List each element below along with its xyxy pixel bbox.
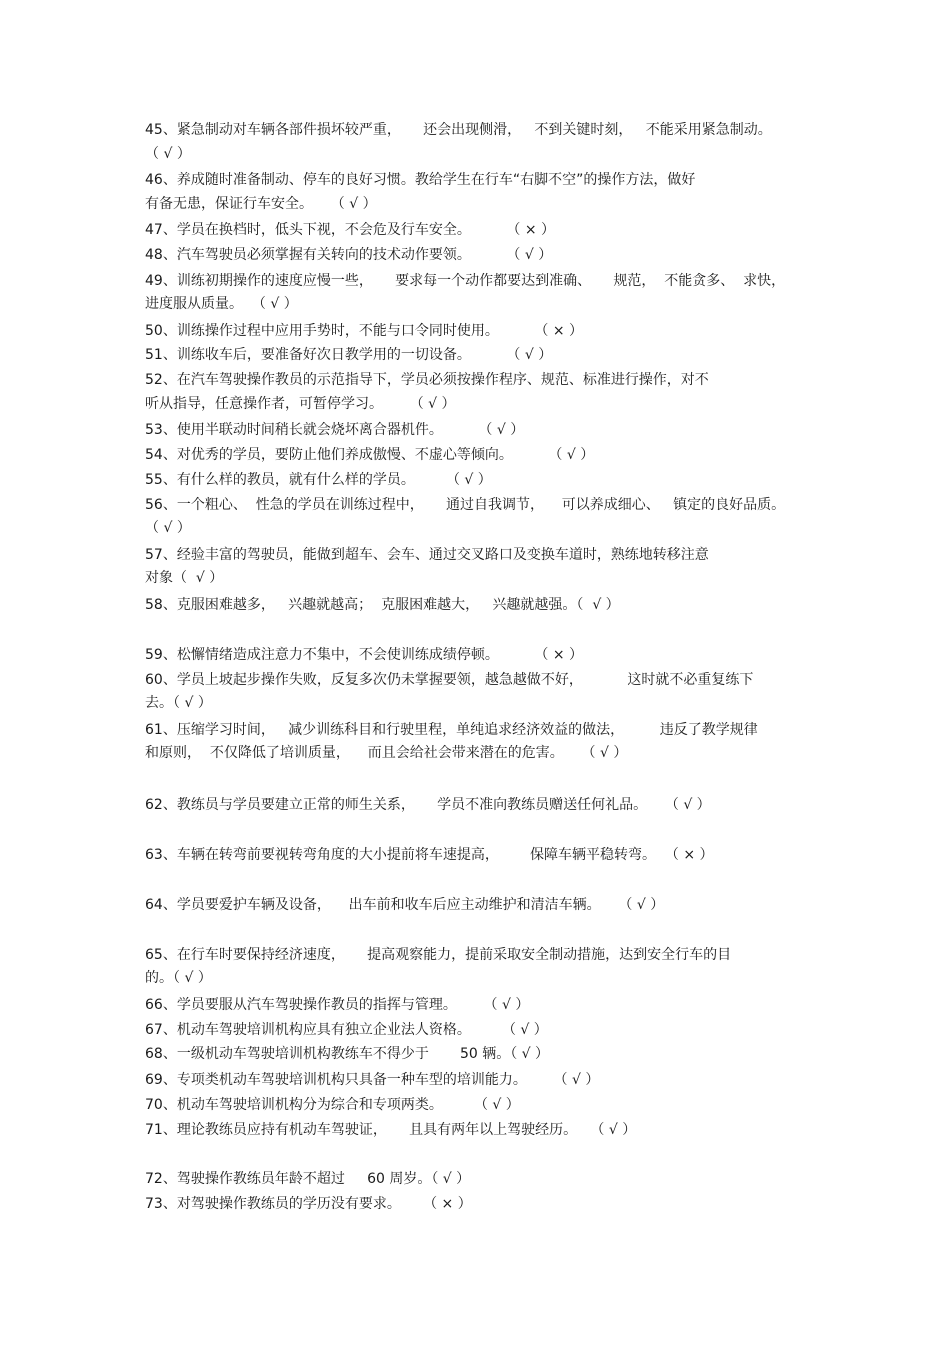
- question-61-line-1: 61、压缩学习时间， 减少训练科目和行驶里程，单纯追求经济效益的做法， 违反了教学规律: [145, 722, 758, 738]
- question-63: 63、车辆在转弯前要视转弯角度的大小提前将车速提高， 保障车辆平稳转弯。 （ × ）: [145, 847, 714, 863]
- question-70: 70、机动车驾驶培训机构分为综合和专项两类。 （ √ ）: [145, 1097, 520, 1113]
- question-73: 73、对驾驶操作教练员的学历没有要求。 （ × ）: [145, 1196, 472, 1212]
- question-71: 71、理论教练员应持有机动车驾驶证， 且具有两年以上驾驶经历。 （ √ ）: [145, 1122, 637, 1138]
- question-48: 48、汽车驾驶员必须掌握有关转向的技术动作要领。 （ √ ）: [145, 247, 553, 263]
- question-72: 72、驾驶操作教练员年龄不超过 60 周岁。（ √ ）: [145, 1171, 471, 1187]
- question-52-line-1: 52、在汽车驾驶操作教员的示范指导下，学员必须按操作程序、规范、标准进行操作，对不: [145, 372, 709, 388]
- question-59: 59、松懈情绪造成注意力不集中，不会使训练成绩停顿。 （ × ）: [145, 647, 584, 663]
- question-49-line-1: 49、训练初期操作的速度应慢一些， 要求每一个动作都要达到准确、 规范， 不能贪多、 求快，: [145, 273, 786, 289]
- question-52-line-2: 听从指导，任意操作者，可暂停学习。 （ √ ）: [145, 396, 456, 412]
- question-57-line-2: 对象（ √ ）: [145, 570, 224, 586]
- question-64: 64、学员要爱护车辆及设备， 出车前和收车后应主动维护和清洁车辆。 （ √ ）: [145, 897, 665, 913]
- question-65-line-2: 的。（ √ ）: [145, 970, 212, 986]
- question-53: 53、使用半联动时间稍长就会烧坏离合器机件。 （ √ ）: [145, 422, 525, 438]
- question-62: 62、教练员与学员要建立正常的师生关系， 学员不准向教练员赠送任何礼品。 （ √ ）: [145, 797, 711, 813]
- question-55: 55、有什么样的教员，就有什么样的学员。 （ √ ）: [145, 472, 492, 488]
- question-51: 51、训练收车后，要准备好次日教学用的一切设备。 （ √ ）: [145, 347, 553, 363]
- question-58: 58、克服困难越多， 兴趣就越高； 克服困难越大， 兴趣就越强。（ √ ）: [145, 597, 620, 613]
- question-57-line-1: 57、经验丰富的驾驶员，能做到超车、会车、通过交叉路口及变换车道时，熟练地转移注意: [145, 547, 709, 563]
- question-46-line-2: 有备无患，保证行车安全。 （ √ ）: [145, 196, 377, 212]
- question-69: 69、专项类机动车驾驶培训机构只具备一种车型的培训能力。 （ √ ）: [145, 1072, 600, 1088]
- question-56-line-2: （ √ ）: [145, 520, 191, 536]
- question-67: 67、机动车驾驶培训机构应具有独立企业法人资格。 （ √ ）: [145, 1022, 548, 1038]
- question-56-line-1: 56、一个粗心、 性急的学员在训练过程中， 通过自我调节， 可以养成细心、 镇定的良好品质。: [145, 497, 786, 513]
- question-54: 54、对优秀的学员，要防止他们养成傲慢、不虚心等倾向。 （ √ ）: [145, 447, 595, 463]
- question-45-line-2: （ √ ）: [145, 146, 191, 162]
- question-60-line-1: 60、学员上坡起步操作失败，反复多次仍未掌握要领，越急越做不好， 这时就不必重复练下: [145, 672, 754, 688]
- question-60-line-2: 去。（ √ ）: [145, 695, 212, 711]
- question-50: 50、训练操作过程中应用手势时，不能与口令同时使用。 （ × ）: [145, 323, 584, 339]
- question-49-line-2: 进度服从质量。 （ √ ）: [145, 296, 298, 312]
- question-45-line-1: 45、紧急制动对车辆各部件损坏较严重， 还会出现侧滑， 不到关键时刻， 不能采用紧急制动。: [145, 122, 772, 138]
- question-66: 66、学员要服从汽车驾驶操作教员的指挥与管理。 （ √ ）: [145, 997, 530, 1013]
- question-61-line-2: 和原则， 不仅降低了培训质量， 而且会给社会带来潜在的危害。 （ √ ）: [145, 745, 628, 761]
- question-68: 68、一级机动车驾驶培训机构教练车不得少于 50 辆。（ √ ）: [145, 1046, 550, 1062]
- question-46-line-1: 46、养成随时准备制动、停车的良好习惯。教给学生在行车“右脚不空”的操作方法，做好: [145, 172, 696, 188]
- question-47: 47、学员在换档时，低头下视，不会危及行车安全。 （ × ）: [145, 222, 556, 238]
- question-65-line-1: 65、在行车时要保持经济速度， 提高观察能力，提前采取安全制动措施，达到安全行车的目: [145, 947, 732, 963]
